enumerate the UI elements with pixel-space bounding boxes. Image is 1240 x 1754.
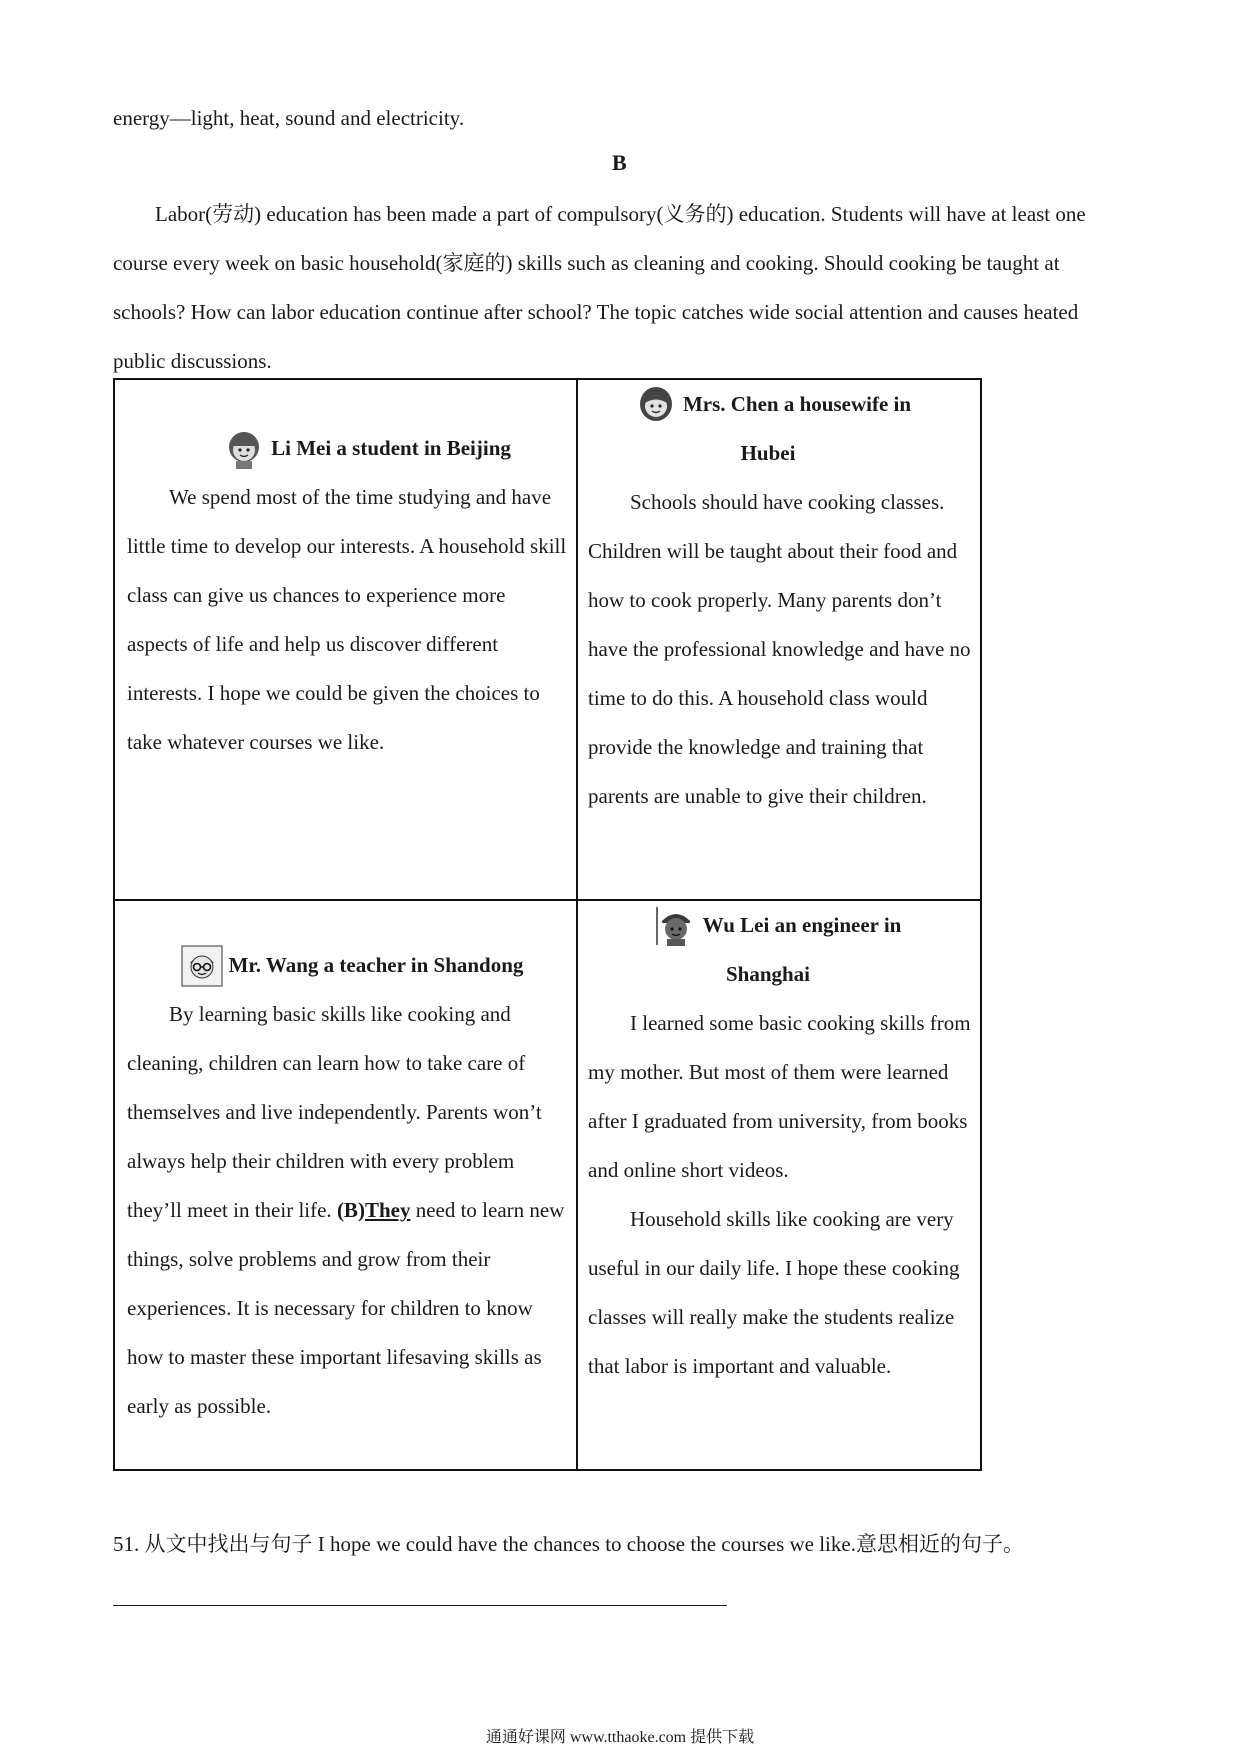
speaker-heading [588, 380, 978, 429]
opinions-table [113, 378, 982, 1471]
speaker-name-line2: Hubei [740, 441, 796, 465]
blank-marker: (B) [336, 1198, 365, 1222]
opinion-text-before: By learning basic skills like cooking and cleaning, children can learn how to take care of themselves and live independently. Parents won’t always help their children with every problem they’ll meet in their life. [127, 1002, 542, 1222]
speaker-name: Mrs. Chen a housewife in [682, 392, 912, 416]
question-51: 51. 从文中找出与句子 I hope we could have the chances to choose the courses we like.意思相近的句子。 [113, 1532, 1024, 1556]
woman-avatar-icon [635, 384, 677, 426]
opinion-text [127, 990, 567, 1431]
opinion-cell-wu-lei [588, 901, 978, 1391]
opinion-cell-mrs-chen [588, 380, 978, 821]
speaker-heading [127, 424, 567, 473]
opinion-text: We spend most of the time studying and have little time to develop our interests. A household skill class can give us chances to experience more aspects of life and help us discover different interests. I hope we could be given the choices to take whatever courses we like. [127, 485, 567, 754]
speaker-heading [588, 901, 978, 950]
man-glasses-avatar-icon [181, 945, 223, 987]
engineer-avatar-icon [655, 905, 697, 947]
opinion-text-after: need to learn new things, solve problems and grow from their experiences. It is necessary for children to know how to master these important lifesaving skills as early as possible. [127, 1198, 565, 1418]
opinion-text-2: Household skills like cooking are very useful in our daily life. I hope these cooking classes will really make the students realize that labor is important and valuable. [588, 1207, 960, 1378]
opinion-cell-mr-wang [127, 901, 567, 1431]
intro-paragraph [113, 190, 1123, 386]
section-letter: B [612, 150, 627, 175]
speaker-name: Wu Lei an engineer in [702, 913, 902, 937]
speaker-name: Mr. Wang a teacher in Shandong [228, 953, 524, 977]
opinion-text: Schools should have cooking classes. Children will be taught about their food and how to cook properly. Many parents don’t have the professional knowledge and have no time to do this. A household class would provide the knowledge and training that parents are unable to give their children. [588, 490, 971, 808]
underlined-word: They [364, 1198, 411, 1222]
girl-avatar-icon [223, 428, 265, 470]
page-footer: 通通好课网 www.tthaoke.com 提供下载 [485, 1729, 755, 1746]
speaker-name: Li Mei a student in Beijing [271, 436, 511, 460]
opinion-cell-li-mei [127, 380, 567, 767]
continuation-line: energy—light, heat, sound and electricity. [113, 106, 465, 130]
opinion-text: I learned some basic cooking skills from my mother. But most of them were learned after I graduated from university, from books and online short videos. [588, 1011, 971, 1182]
intro-text: Labor(劳动) education has been made a part of compulsory(义务的) education. Students will have at least one course every week on basic household(家庭的) skills such as cleaning and cooking. Should cooking be taught at schools? How can labor education continue after school? The topic catches wide social attention and causes heated public discussions. [113, 202, 1086, 373]
speaker-heading [127, 941, 567, 990]
answer-blank-line[interactable] [113, 1605, 727, 1606]
table-vertical-divider [576, 380, 578, 1469]
speaker-name-line2: Shanghai [725, 962, 811, 986]
